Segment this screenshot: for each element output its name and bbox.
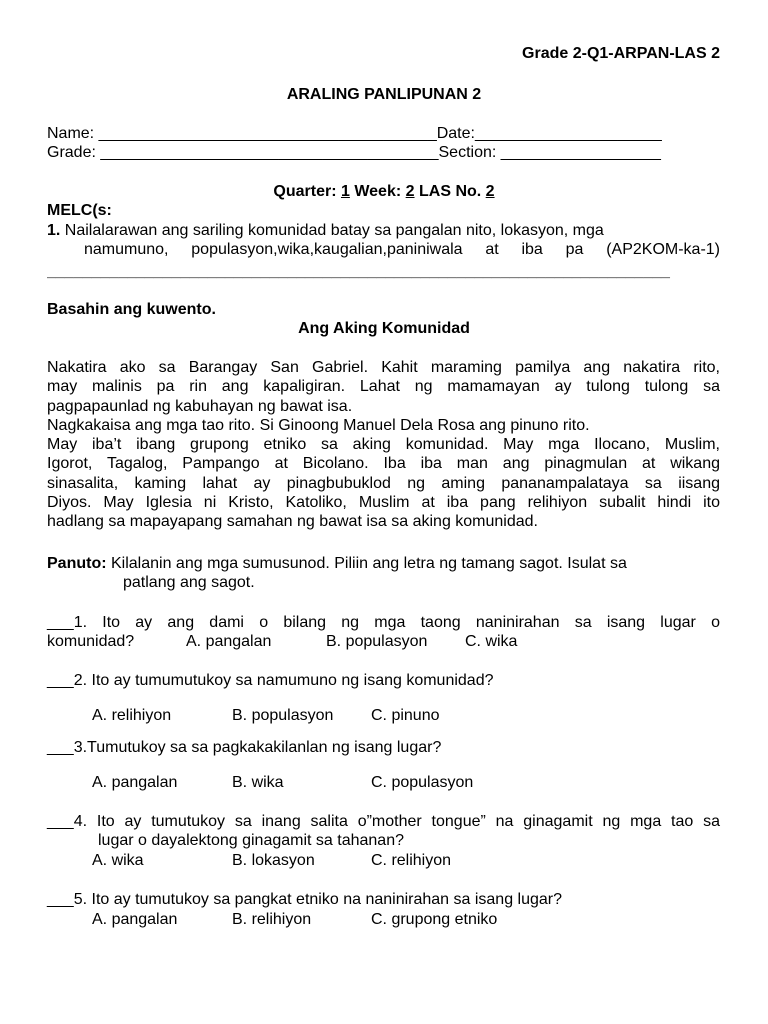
choice-a[interactable]: A. pangalan — [92, 774, 178, 791]
las-value: 2 — [485, 183, 495, 200]
question-text: 3.Tumutukoy sa sa pagkakakilanlan ng isang lugar? — [73, 739, 442, 756]
story-line: Diyos. May Iglesia ni Kristo, Katoliko, Muslim at iba pang relihiyon subalit hindi ito — [47, 494, 720, 512]
choice-a[interactable]: A. pangalan — [186, 633, 272, 650]
answer-blank[interactable]: ___ — [47, 739, 74, 756]
week-label: Week: — [354, 183, 402, 200]
answer-blank[interactable]: ___ — [47, 672, 74, 689]
choice-c[interactable]: C. pinuno — [371, 707, 440, 724]
subject-title: ARALING PANLIPUNAN 2 — [286, 86, 482, 103]
question-5-line-1 — [47, 890, 562, 909]
story-instruction: Basahin ang kuwento. — [47, 301, 216, 318]
question-text: 5. Ito ay tumutukoy sa pangkat etniko na naninirahan sa isang lugar? — [73, 891, 563, 908]
choice-b[interactable]: B. lokasyon — [232, 852, 315, 869]
answer-blank[interactable]: ___ — [47, 614, 74, 631]
story-line: Nagkakaisa ang mga tao rito. Si Ginoong Manuel Dela Rosa ang pinuno rito. — [47, 416, 590, 434]
question-4-line-2: lugar o dayalektong ginagamit sa tahanan? — [98, 832, 404, 849]
choice-c[interactable]: C. grupong etniko — [371, 911, 498, 928]
choice-c[interactable]: C. relihiyon — [371, 852, 452, 869]
story-body — [47, 358, 720, 532]
question-text: 2. Ito ay tumumutukoy sa namumuno ng isang komunidad? — [73, 672, 494, 689]
choice-b[interactable]: B. relihiyon — [232, 911, 312, 928]
question-4-line-1 — [47, 812, 720, 831]
melc-divider: ______________________________________________________________________ — [47, 263, 670, 280]
question-3-line-1 — [47, 738, 441, 757]
story-line: May iba’t ibang grupong etniko sa aking komunidad. May mga Ilocano, Muslim, — [47, 436, 720, 454]
answer-blank[interactable]: ___ — [47, 813, 74, 830]
las-label: LAS No. — [419, 183, 482, 200]
melc-number: 1. — [47, 222, 61, 239]
choice-c[interactable]: C. populasyon — [371, 774, 474, 791]
question-text: komunidad? — [47, 633, 135, 650]
question-1-line-1 — [47, 613, 720, 632]
story-line: Nakatira ako sa Barangay San Gabriel. Kahit maraming pamilya ang nakatira rito, — [47, 359, 720, 376]
melc-line-1 — [47, 221, 720, 240]
story-line: hadlang sa mapayapang samahan ng bawat isa sa aking komunidad. — [47, 513, 538, 531]
choice-a[interactable]: A. pangalan — [92, 911, 178, 928]
directions-text-1: Kilalanin ang mga sumusunod. Piliin ang letra ng tamang sagot. Isulat sa — [106, 555, 627, 572]
week-value: 2 — [405, 183, 415, 200]
story-line: sinasalita, kaming lahat ay pinagbubuklod ng aming pananampalataya sa iisang — [47, 474, 720, 492]
story-line: Igorot, Tagalog, Pampango at Bicolano. Iba iba man ang pinagmulan at wikang — [47, 455, 720, 473]
question-text: 1. Ito ay ang dami o bilang ng mga taong naninirahan sa isang lugar o — [73, 614, 720, 631]
story-line: may malinis pa rin ang kapaligiran. Lahat ng mamamayan ay tulong tulong sa — [47, 378, 720, 396]
melc-heading: MELC(s: — [47, 202, 112, 219]
choice-c[interactable]: C. wika — [465, 633, 518, 650]
grade-section-field[interactable]: Grade: ______________________________________Section: __________________ — [47, 144, 661, 161]
choice-b[interactable]: B. populasyon — [326, 633, 428, 650]
melc-text-1: Nailalarawan ang sariling komunidad batay sa pangalan nito, lokasyon, mga — [64, 222, 604, 239]
answer-blank[interactable]: ___ — [47, 891, 74, 908]
directions-text-2: patlang ang sagot. — [123, 574, 255, 591]
question-2-line-1 — [47, 671, 494, 690]
story-title: Ang Aking Komunidad — [298, 320, 470, 337]
directions-line-1 — [47, 554, 627, 573]
document-code: Grade 2-Q1-ARPAN-LAS 2 — [522, 45, 720, 62]
quarter-label: Quarter: — [273, 183, 337, 200]
quarter-value: 1 — [340, 183, 350, 200]
melc-text-2: namumuno, populasyon,wika,kaugalian,paniniwala at iba pa (AP2KOM-ka-1) — [84, 241, 720, 258]
story-line: pagpapaunlad ng kabuhayan ng bawat isa. — [47, 397, 353, 415]
choice-a[interactable]: A. wika — [92, 852, 144, 869]
quarter-week-las — [0, 182, 768, 201]
choice-b[interactable]: B. populasyon — [232, 707, 334, 724]
directions-label: Panuto: — [47, 555, 107, 572]
choice-b[interactable]: B. wika — [232, 774, 284, 791]
name-date-field[interactable]: Name: ______________________________________Date:_____________________ — [47, 125, 662, 142]
question-text: 4. Ito ay tumutukoy sa inang salita o”mother tongue” na ginagamit ng mga tao sa — [73, 813, 720, 830]
choice-a[interactable]: A. relihiyon — [92, 707, 172, 724]
